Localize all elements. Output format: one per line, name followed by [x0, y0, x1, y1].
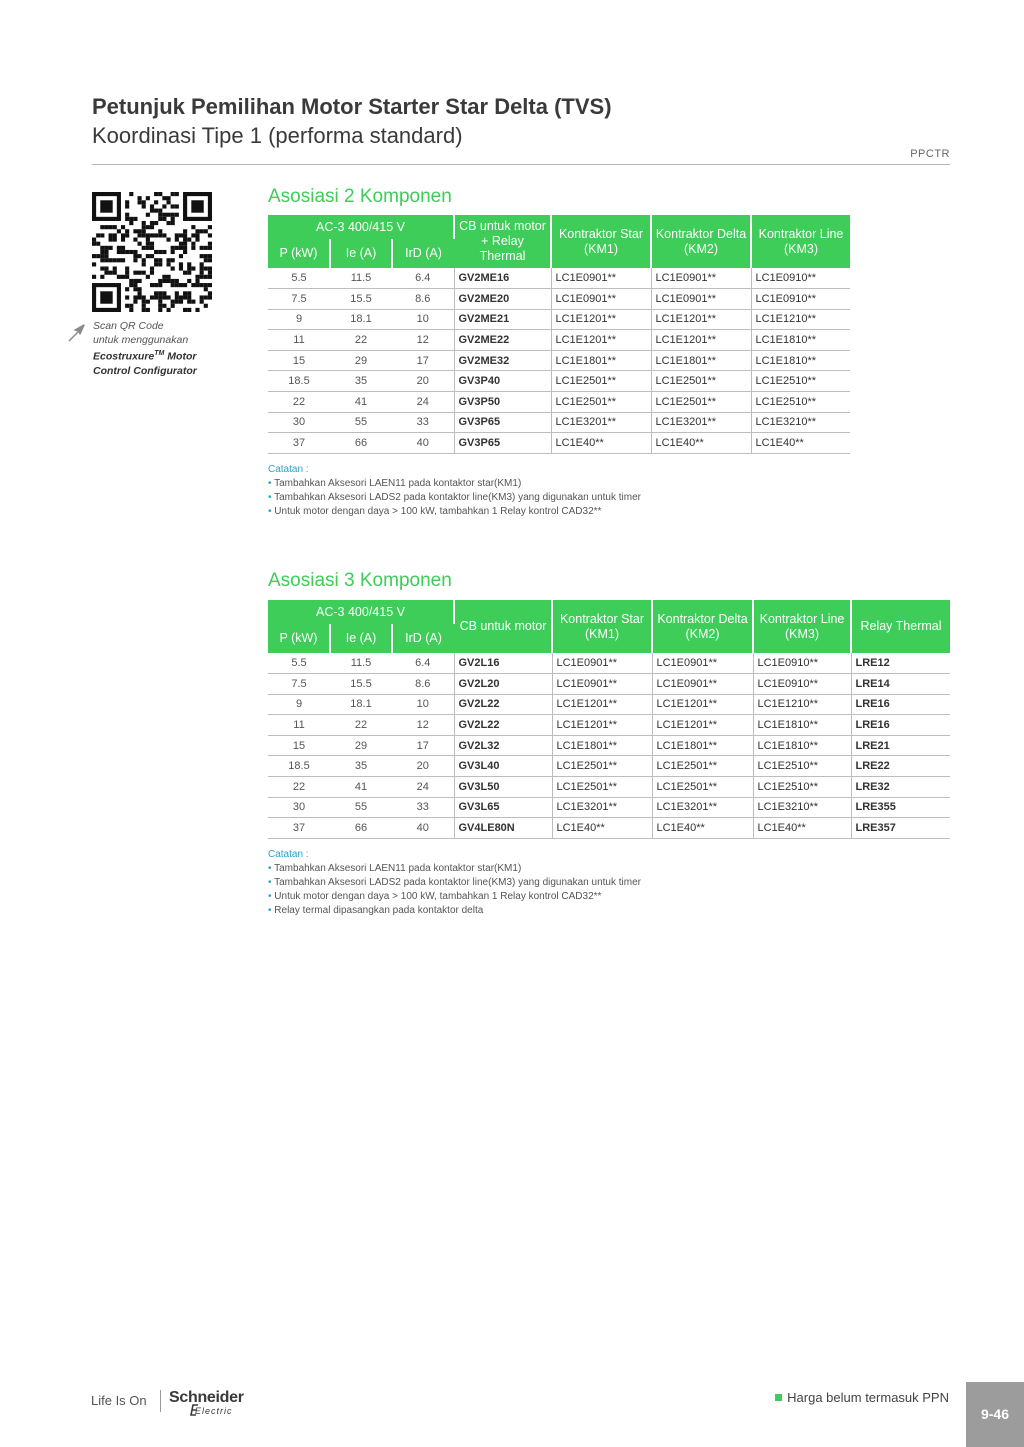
header-cb: CB untuk motor	[454, 600, 552, 653]
cell-star: LC1E40**	[551, 433, 651, 454]
table-row	[268, 268, 850, 289]
cell-ird: 12	[392, 715, 454, 736]
table-row	[268, 674, 950, 695]
cell-p: 18.5	[268, 756, 330, 777]
page-number: 9-46	[966, 1382, 1024, 1447]
bullet-icon: •	[268, 877, 275, 888]
arrow-pointer-icon	[66, 322, 88, 344]
cell-line: LC1E1810**	[753, 715, 851, 736]
cell-line: LC1E0910**	[751, 289, 850, 310]
cell-line: LC1E2510**	[753, 756, 851, 777]
table-row	[268, 694, 950, 715]
cell-star: LC1E1201**	[552, 715, 652, 736]
header-delta: Kontraktor Delta (KM2)	[652, 600, 753, 653]
cell-p: 5.5	[268, 653, 330, 674]
price-note-text: Harga belum termasuk PPN	[787, 1390, 949, 1405]
cell-p: 37	[268, 433, 330, 454]
cell-ird: 20	[392, 756, 454, 777]
cell-star: LC1E40**	[552, 818, 652, 839]
header-delta: Kontraktor Delta (KM2)	[651, 215, 751, 268]
cell-line: LC1E1810**	[753, 735, 851, 756]
cell-ird: 24	[392, 392, 454, 413]
cell-ie: 35	[330, 371, 392, 392]
cell-delta: LC1E1201**	[651, 330, 751, 351]
table-row	[268, 653, 950, 674]
cell-cb: GV4LE80N	[454, 818, 552, 839]
table-2-komponen	[268, 215, 850, 454]
cell-cb: GV3L50	[454, 777, 552, 798]
cell-star: LC1E2501**	[551, 392, 651, 413]
cell-ird: 33	[392, 412, 454, 433]
cell-star: LC1E0901**	[552, 653, 652, 674]
table-row	[268, 433, 850, 454]
cell-cb: GV3P40	[454, 371, 551, 392]
cell-cb: GV2L22	[454, 715, 552, 736]
cell-relay: LRE14	[851, 674, 950, 695]
cell-delta: LC1E2501**	[652, 777, 753, 798]
cell-star: LC1E0901**	[551, 268, 651, 289]
cell-ie: 41	[330, 777, 392, 798]
table-row	[268, 289, 850, 310]
cell-p: 22	[268, 777, 330, 798]
cell-ird: 20	[392, 371, 454, 392]
cell-delta: LC1E3201**	[651, 412, 751, 433]
cell-ie: 22	[330, 715, 392, 736]
cell-line: LC1E1810**	[751, 350, 850, 371]
cell-delta: LC1E1801**	[651, 350, 751, 371]
header-ac3-group: AC-3 400/415 V	[268, 600, 454, 624]
cell-cb: GV3L40	[454, 756, 552, 777]
table-3-komponen	[268, 600, 950, 839]
cell-line: LC1E2510**	[751, 371, 850, 392]
cell-relay: LRE16	[851, 694, 950, 715]
cell-ird: 6.4	[392, 653, 454, 674]
cell-line: LC1E40**	[751, 433, 850, 454]
table-row	[268, 412, 850, 433]
note-text: Relay termal dipasangkan pada kontaktor delta	[274, 905, 484, 916]
cell-relay: LRE32	[851, 777, 950, 798]
page-subtitle: Koordinasi Tipe 1 (performa standard)	[92, 123, 463, 148]
cell-star: LC1E1801**	[552, 735, 652, 756]
cell-ie: 15.5	[330, 674, 392, 695]
cell-cb: GV3P65	[454, 433, 551, 454]
cell-relay: LRE357	[851, 818, 950, 839]
header-line: Kontraktor Line (KM3)	[753, 600, 851, 653]
cell-p: 22	[268, 392, 330, 413]
qr-caption-line: untuk menggunakan	[93, 334, 189, 346]
notes-label: Catatan :	[268, 464, 309, 475]
cell-cb: GV2ME22	[454, 330, 551, 351]
cell-ie: 41	[330, 392, 392, 413]
note-item	[268, 904, 641, 918]
trademark-mark: TM	[154, 350, 165, 357]
cell-cb: GV2ME21	[454, 309, 551, 330]
cell-ird: 40	[392, 818, 454, 839]
bullet-icon: •	[268, 478, 275, 489]
note-item	[268, 876, 641, 890]
notes-3-komponen	[268, 848, 641, 918]
cell-cb: GV2ME16	[454, 268, 551, 289]
note-text: Tambahkan Aksesori LAEN11 pada kontaktor star(KM1)	[274, 478, 522, 489]
qr-code[interactable]	[92, 192, 212, 312]
cell-p: 15	[268, 350, 330, 371]
cell-p: 11	[268, 330, 330, 351]
cell-ie: 22	[330, 330, 392, 351]
schneider-logo-sub: Electric	[195, 1406, 233, 1416]
note-item	[268, 505, 641, 519]
cell-star: LC1E3201**	[552, 797, 652, 818]
cell-relay: LRE355	[851, 797, 950, 818]
bullet-icon: •	[268, 506, 275, 517]
note-text: Untuk motor dengan daya > 100 kW, tambahkan 1 Relay kontrol CAD32**	[274, 891, 602, 902]
cell-star: LC1E0901**	[551, 289, 651, 310]
header-ird: IrD (A)	[392, 624, 454, 653]
header-cb: CB untuk motor + Relay Thermal	[454, 215, 551, 268]
cell-star: LC1E2501**	[551, 371, 651, 392]
table-row	[268, 350, 850, 371]
cell-line: LC1E1810**	[751, 330, 850, 351]
cell-line: LC1E3210**	[751, 412, 850, 433]
cell-cb: GV2L32	[454, 735, 552, 756]
cell-ie: 18.1	[330, 694, 392, 715]
qr-caption-line: Control Configurator	[93, 364, 197, 377]
cell-star: LC1E2501**	[552, 756, 652, 777]
cell-ie: 55	[330, 797, 392, 818]
cell-ird: 8.6	[392, 674, 454, 695]
cell-ird: 24	[392, 777, 454, 798]
section-title-2-komponen: Asosiasi 2 Komponen	[268, 186, 452, 207]
cell-relay: LRE12	[851, 653, 950, 674]
page-title: Petunjuk Pemilihan Motor Starter Star Delta (TVS)	[92, 94, 612, 119]
qr-caption	[93, 319, 197, 378]
cell-delta: LC1E1201**	[652, 694, 753, 715]
cell-ie: 35	[330, 756, 392, 777]
cell-ird: 17	[392, 350, 454, 371]
header-star: Kontraktor Star (KM1)	[551, 215, 651, 268]
note-item	[268, 862, 641, 876]
header-star: Kontraktor Star (KM1)	[552, 600, 652, 653]
cell-relay: LRE16	[851, 715, 950, 736]
cell-delta: LC1E2501**	[651, 371, 751, 392]
cell-ie: 29	[330, 735, 392, 756]
cell-ird: 6.4	[392, 268, 454, 289]
bullet-icon: •	[268, 891, 275, 902]
note-item	[268, 491, 641, 505]
cell-cb: GV2L16	[454, 653, 552, 674]
cell-ird: 17	[392, 735, 454, 756]
cell-line: LC1E1210**	[753, 694, 851, 715]
cell-p: 18.5	[268, 371, 330, 392]
cell-line: LC1E2510**	[753, 777, 851, 798]
cell-p: 15	[268, 735, 330, 756]
cell-relay: LRE22	[851, 756, 950, 777]
cell-delta: LC1E0901**	[652, 653, 753, 674]
cell-cb: GV2ME32	[454, 350, 551, 371]
cell-ird: 10	[392, 694, 454, 715]
cell-delta: LC1E2501**	[651, 392, 751, 413]
cell-star: LC1E1201**	[551, 330, 651, 351]
cell-p: 5.5	[268, 268, 330, 289]
cell-line: LC1E0910**	[751, 268, 850, 289]
logo-divider	[160, 1390, 161, 1412]
cell-p: 7.5	[268, 674, 330, 695]
cell-star: LC1E1201**	[551, 309, 651, 330]
header-ie: Ie (A)	[330, 239, 392, 268]
table-row	[268, 330, 850, 351]
cell-ird: 10	[392, 309, 454, 330]
qr-caption-brand-after: Motor	[164, 350, 197, 363]
header-p-kw: P (kW)	[268, 239, 330, 268]
cell-ird: 8.6	[392, 289, 454, 310]
table-row	[268, 715, 950, 736]
header-line: Kontraktor Line (KM3)	[751, 215, 850, 268]
cell-delta: LC1E3201**	[652, 797, 753, 818]
note-item	[268, 477, 641, 491]
cell-delta: LC1E40**	[651, 433, 751, 454]
table-row	[268, 309, 850, 330]
qr-caption-line: Scan QR Code	[93, 320, 164, 332]
header-relay: Relay Thermal	[851, 600, 950, 653]
cell-ird: 33	[392, 797, 454, 818]
cell-ie: 55	[330, 412, 392, 433]
cell-p: 30	[268, 797, 330, 818]
cell-ie: 29	[330, 350, 392, 371]
cell-delta: LC1E1201**	[651, 309, 751, 330]
cell-delta: LC1E1201**	[652, 715, 753, 736]
table-row	[268, 818, 950, 839]
cell-cb: GV3P50	[454, 392, 551, 413]
cell-line: LC1E40**	[753, 818, 851, 839]
cell-cb: GV2L22	[454, 694, 552, 715]
cell-delta: LC1E0901**	[651, 289, 751, 310]
cell-star: LC1E3201**	[551, 412, 651, 433]
cell-cb: GV3L65	[454, 797, 552, 818]
bullet-icon: •	[268, 905, 275, 916]
cell-ie: 15.5	[330, 289, 392, 310]
cell-p: 11	[268, 715, 330, 736]
schneider-logo: Schneider	[169, 1389, 244, 1406]
qr-caption-brand: Ecostruxure	[93, 350, 155, 363]
cell-ie: 11.5	[330, 653, 392, 674]
cell-ie: 66	[330, 433, 392, 454]
cell-line: LC1E0910**	[753, 674, 851, 695]
cell-star: LC1E1801**	[551, 350, 651, 371]
header-ac3-group: AC-3 400/415 V	[268, 215, 454, 239]
cell-cb: GV3P65	[454, 412, 551, 433]
cell-delta: LC1E2501**	[652, 756, 753, 777]
table-row	[268, 392, 850, 413]
table-row	[268, 756, 950, 777]
note-text: Tambahkan Aksesori LAEN11 pada kontaktor star(KM1)	[274, 863, 522, 874]
notes-label: Catatan :	[268, 849, 309, 860]
note-item	[268, 890, 641, 904]
cell-star: LC1E1201**	[552, 694, 652, 715]
cell-relay: LRE21	[851, 735, 950, 756]
cell-p: 9	[268, 694, 330, 715]
header-divider	[92, 164, 950, 165]
cell-delta: LC1E40**	[652, 818, 753, 839]
table-row	[268, 735, 950, 756]
cell-ird: 12	[392, 330, 454, 351]
cell-ie: 18.1	[330, 309, 392, 330]
note-text: Tambahkan Aksesori LADS2 pada kontaktor line(KM3) yang digunakan untuk timer	[274, 492, 641, 503]
cell-cb: GV2L20	[454, 674, 552, 695]
cell-ird: 40	[392, 433, 454, 454]
cell-star: LC1E2501**	[552, 777, 652, 798]
cell-cb: GV2ME20	[454, 289, 551, 310]
table-row	[268, 777, 950, 798]
bullet-icon: •	[268, 863, 275, 874]
life-is-on-tagline: Life Is On	[91, 1393, 147, 1408]
cell-line: LC1E3210**	[753, 797, 851, 818]
header-ird: IrD (A)	[392, 239, 454, 268]
header-ie: Ie (A)	[330, 624, 392, 653]
cell-line: LC1E2510**	[751, 392, 850, 413]
table-row	[268, 797, 950, 818]
section-title-3-komponen: Asosiasi 3 Komponen	[268, 570, 452, 591]
table-row	[268, 371, 850, 392]
cell-ie: 11.5	[330, 268, 392, 289]
green-square-icon	[775, 1394, 782, 1401]
cell-ie: 66	[330, 818, 392, 839]
price-note	[775, 1390, 949, 1405]
note-text: Tambahkan Aksesori LADS2 pada kontaktor line(KM3) yang digunakan untuk timer	[274, 877, 641, 888]
cell-star: LC1E0901**	[552, 674, 652, 695]
cell-line: LC1E1210**	[751, 309, 850, 330]
cell-delta: LC1E0901**	[652, 674, 753, 695]
cell-delta: LC1E1801**	[652, 735, 753, 756]
cell-p: 7.5	[268, 289, 330, 310]
note-text: Untuk motor dengan daya > 100 kW, tambahkan 1 Relay kontrol CAD32**	[274, 506, 602, 517]
cell-delta: LC1E0901**	[651, 268, 751, 289]
cell-p: 9	[268, 309, 330, 330]
bullet-icon: •	[268, 492, 275, 503]
header-p-kw: P (kW)	[268, 624, 330, 653]
cell-p: 37	[268, 818, 330, 839]
cell-p: 30	[268, 412, 330, 433]
cell-line: LC1E0910**	[753, 653, 851, 674]
product-code: PPCTR	[910, 148, 950, 160]
notes-2-komponen	[268, 463, 641, 519]
